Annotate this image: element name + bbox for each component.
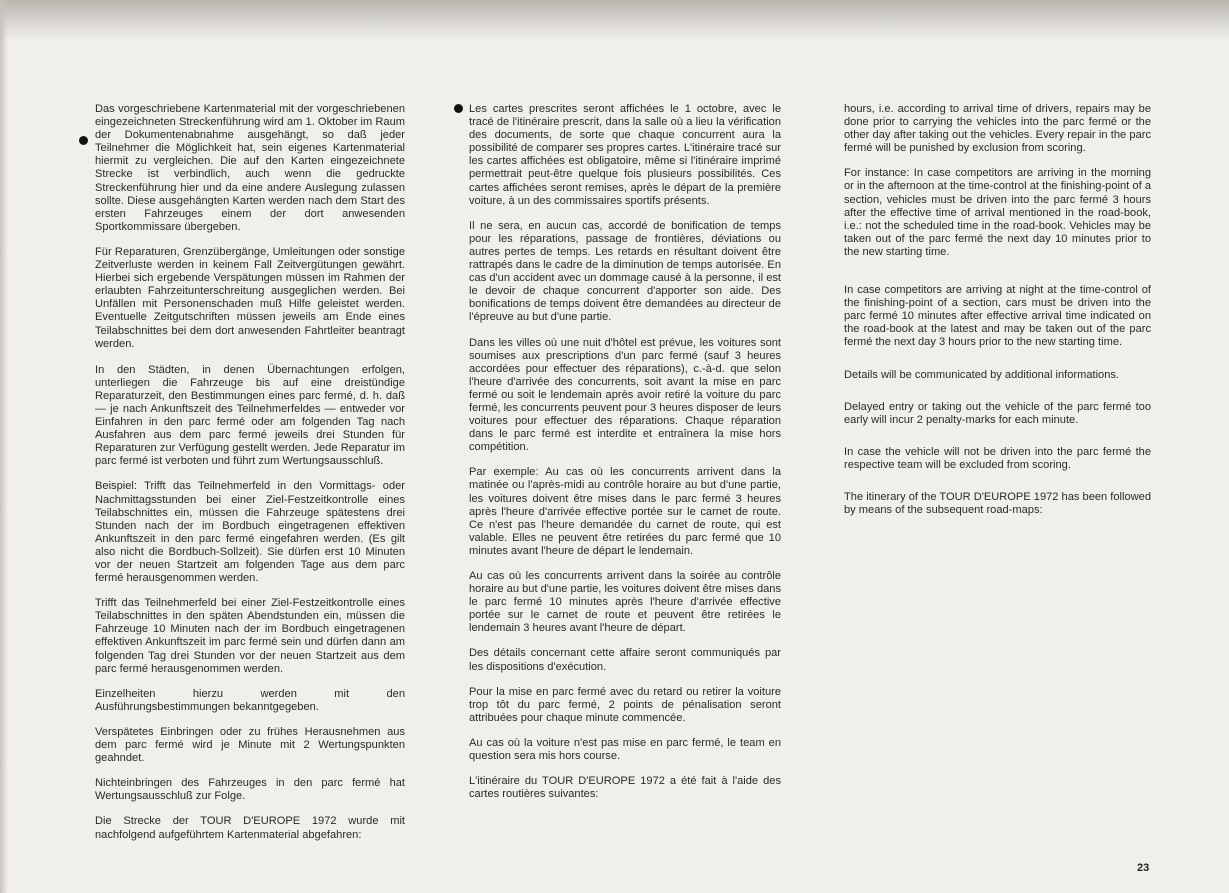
english-paragraph-example-day: For instance: In case competitors are arriving in the morning or in the afternoon at the time-control at the finishing-point of a section, vehicles must be driven into the parc fermé 3 hours after the effective time of arrival mentioned in the road-book, i.e.: not the scheduled time in the road-book. Vehicles may be taken out of the parc fermé the next day 10 minutes prior to the new starting time.: [844, 167, 1151, 258]
german-paragraph-maps: Das vorgeschriebene Kartenmaterial mit der vorgeschriebenen eingezeichneten Streckenführung wird am 1. Oktober im Raum der Dokumentenabnahme ausgehängt, so daß jeder Teilnehmer die Möglichkeit hat, sein eigenes Kartenmaterial hiermit zu vergleichen. Die auf den Karten eingezeichnete Strecke ist verbindlich, auch wenn die gedruckte Streckenführung hier und da eine andere Auslegung zulassen sollte. Diese ausgehängten Karten werden nach dem Start des ersten Fahrzeuges einem der dort anwesenden Sportkommissare übergeben.: [95, 103, 405, 233]
french-paragraph-details: Des détails concernant cette affaire seront communiqués par les dispositions d'exécution.: [469, 647, 781, 673]
german-paragraph-example-evening: Trifft das Teilnehmerfeld bei einer Ziel-Festzeitkontrolle eines Teilabschnittes in den späten Abendstunden ein, müssen die Fahrzeuge 10 Minuten nach der im Bordbuch eingetragenen effektiven Ankunftszeit im parc fermé sein und dürfen dann am folgenden Tag drei Stunden vor der neuen Startzeit aus dem parc fermé herausgenommen werden.: [95, 597, 405, 675]
french-paragraph-maps: Les cartes prescrites seront affichées le 1 octobre, avec le tracé de l'itinéraire prescrit, dans la salle où a lieu la vérification des documents, de sorte que chaque concurrent aura la possibilité de comparer ses propres cartes. L'itinéraire tracé sur les cartes affichées est obligatoire, même si l'itinéraire imprimé permettrait peut-être quelque fois plusieurs possibilités. Ces cartes affichées seront remises, après le départ de la première voiture, à un des commissaires sportifs présents.: [469, 103, 781, 207]
english-paragraph-example-night: In case competitors are arriving at night at the time-control of the finishing-point of a section, cars must be driven into the parc fermé 10 minutes after effective arrival time indicated on the road-book at the latest and may be taken out of the parc fermé the next day 3 hours prior to the new starting time.: [844, 284, 1151, 349]
french-bullet-icon: [454, 104, 463, 113]
german-paragraph-details: Einzelheiten hierzu werden mit den Ausführungsbestimmungen bekanntgegeben.: [95, 687, 405, 713]
german-bullet-icon: [79, 136, 88, 145]
german-paragraph-example-day: Beispiel: Trifft das Teilnehmerfeld in den Vormittags- oder Nachmittagsstunden bei einer Ziel-Festzeitkontrolle eines Teilabschnittes ein, müssen die Fahrzeuge spätestens drei Stunden nach der im Bordbuch eingetragenen effektiven Ankunftszeit in den parc fermé eingefahren werden. (Es gilt also nicht die Bordbuch-Sollzeit). Sie dürfen erst 10 Minuten vor der neuen Startzeit am folgenden Tage aus dem parc fermé herausgenommen werden.: [95, 480, 405, 585]
german-paragraph-itinerary: Die Strecke der TOUR D'EUROPE 1972 wurde mit nachfolgend aufgeführtem Kartenmaterial abgefahren:: [95, 815, 405, 841]
english-paragraph-penalty: Delayed entry or taking out the vehicle of the parc fermé too early will incur 2 penalty-marks for each minute.: [844, 400, 1151, 426]
french-column: [469, 103, 781, 813]
german-paragraph-repairs: Für Reparaturen, Grenzübergänge, Umleitungen oder sonstige Zeitverluste werden in keinem Fall Zeitvergütungen gewährt. Hierbei sich ergebende Verspätungen müssen im Rahmen der erlaubten Fahrzeitunterschreitung ausgeglichen werden. Bei Unfällen mit Personenschaden muß Hilfe geleistet werden. Eventuelle Zeitgutschriften müssen jeweils am Ende eines Teilabschnittes bei dem dort anwesenden Fahrtleiter beantragt werden.: [95, 245, 405, 350]
german-column: [95, 103, 405, 854]
english-paragraph-exclusion: In case the vehicle will not be driven into the parc fermé the respective team will be excluded from scoring.: [844, 445, 1151, 471]
english-column: [844, 103, 1151, 529]
french-paragraph-repairs: Il ne sera, en aucun cas, accordé de bonification de temps pour les réparations, passage de frontières, déviations ou autres pertes de temps. Les retards en résultant doivent être rattrapés dans le cadre de la diminution de temps autorisée. En cas d'un accident avec un dommage causé à la personne, il est le devoir de chaque concurrent d'apporter son aide. Des bonifications de temps doivent être demandées au directeur de l'épreuve au but d'une partie.: [469, 219, 781, 324]
page-left-shadow: [0, 0, 8, 893]
french-paragraph-example-day: Par exemple: Au cas où les concurrents arrivent dans la matinée ou l'après-midi au contrôle horaire au but d'une partie, les voitures doivent être mises dans le parc fermé 3 heures après l'heure d'arrivée effective portée sur le carnet de route. Ce n'est pas l'heure demandée du carnet de route, qui est valable. Elles ne peuvent être retirées du parc fermé que 10 minutes avant l'heure de départ le lendemain.: [469, 466, 781, 557]
german-paragraph-overnight: In den Städten, in denen Übernachtungen erfolgen, unterliegen die Fahrzeuge bis auf eine dreistündige Reparaturzeit, den Bestimmungen eines parc fermé, d. h. daß — je nach Ankunftszeit des Teilnehmerfeldes — entweder vor Einfahren in den parc fermé oder am folgenden Tag nach Ausfahren aus dem parc fermé jeweils drei Stunden für Reparaturen zur Verfügung gestellt werden. Jede Reparatur im parc fermé ist verboten und führt zum Wertungsausschluß.: [95, 363, 405, 468]
french-paragraph-exclusion: Au cas où la voiture n'est pas mise en parc fermé, le team en question sera mis hors course.: [469, 736, 781, 763]
french-paragraph-example-evening: Au cas où les concurrents arrivent dans la soirée au contrôle horaire au but d'une partie, les voitures doivent être mises dans le parc fermé 10 minutes après l'heure d'arrivée effective portée sur le carnet de route et peuvent être retirées le lendemain 3 heures avant l'heure de départ.: [469, 570, 781, 635]
english-paragraph-details: Details will be communicated by additional informations.: [844, 368, 1120, 381]
page-number: 23: [1137, 862, 1150, 874]
french-paragraph-penalty: Pour la mise en parc fermé avec du retard ou retirer la voiture trop tôt du parc fermé, 2 points de pénalisation seront attribuées pour chaque minute commencée.: [469, 685, 781, 724]
french-paragraph-overnight: Dans les villes où une nuit d'hôtel est prévue, les voitures sont soumises aux prescriptions d'un parc fermé (sauf 3 heures accordées pour effectuer des réparations), c.-à-d. que selon l'heure d'arrivée des concurrents, soit avant la mise en parc fermé ou soit le lendemain après avoir retiré la voiture du parc fermé, les concurrents peuvent pour 3 heures disposer de leurs voitures pour effectuer des réparations. Chaque réparation dans le parc fermé est interdite et entraînera la mise hors compétition.: [469, 336, 781, 454]
english-paragraph-repairs: hours, i.e. according to arrival time of drivers, repairs may be done prior to carrying the vehicles into the parc fermé or the other day after taking out the vehicles. Every repair in the parc fermé will be punished by exclusion from scoring.: [844, 103, 1151, 155]
german-paragraph-exclusion: Nichteinbringen des Fahrzeuges in den parc fermé hat Wertungsausschluß zur Folge.: [95, 777, 405, 803]
german-paragraph-penalty: Verspätetes Einbringen oder zu frühes Herausnehmen aus dem parc fermé wird je Minute mit 2 Wertungspunkten geahndet.: [95, 725, 405, 765]
english-paragraph-itinerary: The itinerary of the TOUR D'EUROPE 1972 has been followed by means of the subsequent road-maps:: [844, 490, 1151, 517]
french-paragraph-itinerary: L'itinéraire du TOUR D'EUROPE 1972 a été fait à l'aide des cartes routières suivantes:: [469, 775, 781, 801]
page-top-shadow: [0, 0, 1229, 40]
